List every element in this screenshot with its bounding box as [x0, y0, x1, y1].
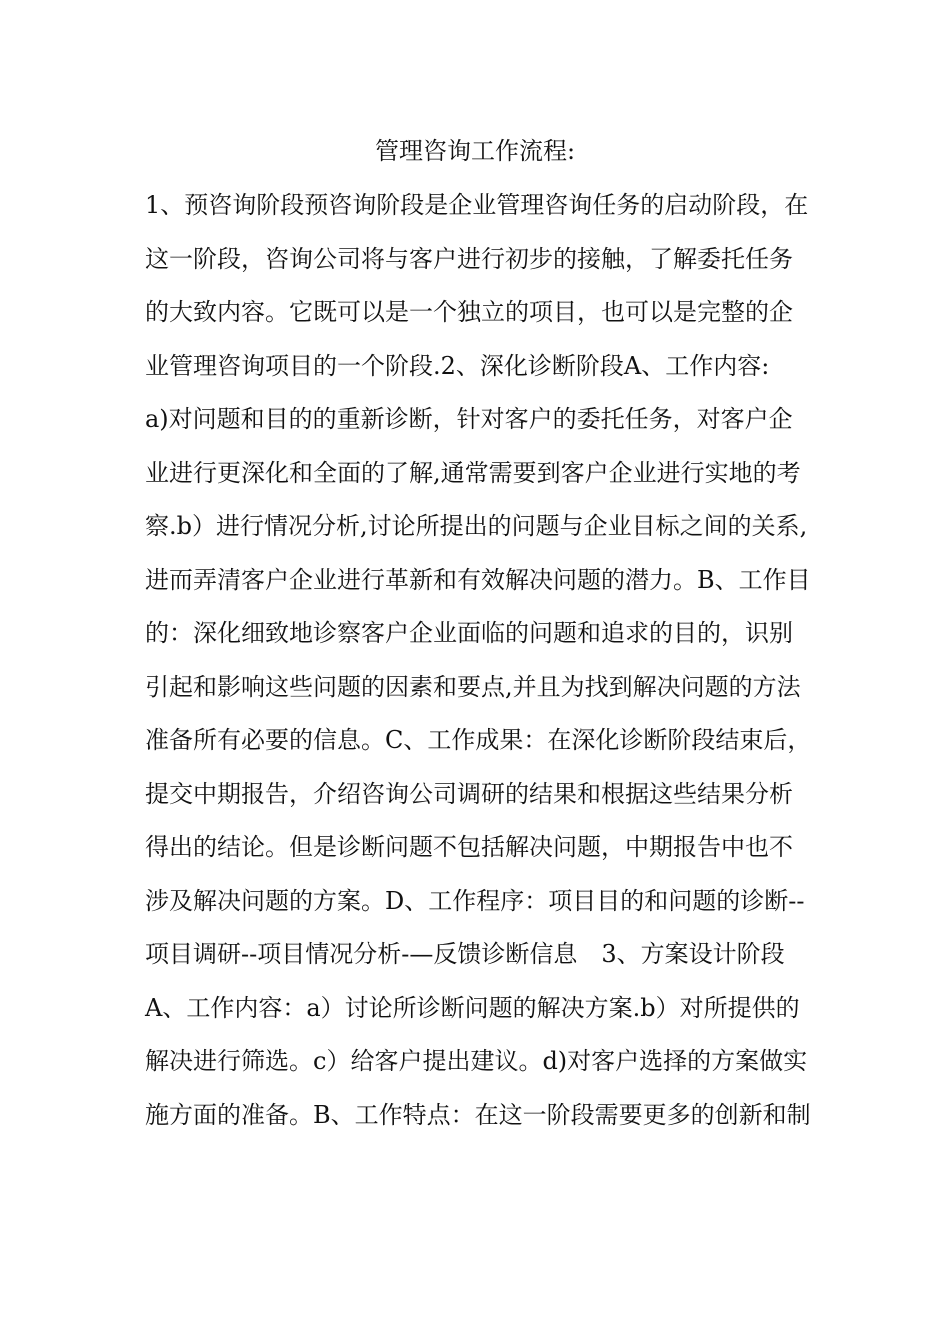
text-line: a)对问题和目的的重新诊断，针对客户的委托任务，对客户企	[145, 405, 793, 433]
text-line: 1、预咨询阶段预咨询阶段是企业管理咨询任务的启动阶段，在	[145, 191, 809, 219]
text-line: 施方面的准备。B、工作特点：在这一阶段需要更多的创新和制	[145, 1100, 811, 1129]
text-line: 业进行更深化和全面的了解,通常需要到客户企业进行实地的考	[145, 458, 801, 487]
text-line: 业管理咨询项目的一个阶段.2、深化诊断阶段A、工作内容:	[145, 351, 770, 380]
text-line: 进而弄清客户企业进行革新和有效解决问题的潜力。B、工作目	[145, 565, 811, 594]
document-body	[145, 185, 825, 1148]
text-line: 的大致内容。它既可以是一个独立的项目，也可以是完整的企	[145, 298, 793, 326]
text-line: 这一阶段，咨询公司将与客户进行初步的接触，了解委托任务	[145, 244, 793, 273]
text-line: 得出的结论。但是诊断问题不包括解决问题，中期报告中也不	[145, 833, 793, 861]
text-line: 的：深化细致地诊察客户企业面临的问题和追求的目的，识别	[145, 619, 793, 647]
text-line: 引起和影响这些问题的因素和要点,并且为找到解决问题的方法	[145, 672, 801, 701]
text-line: 提交中期报告，介绍咨询公司调研的结果和根据这些结果分析	[145, 779, 793, 808]
text-line: 解决进行筛选。c）给客户提出建议。d)对客户选择的方案做实	[145, 1047, 808, 1075]
text-line: 察.b）进行情况分析,讨论所提出的问题与企业目标之间的关系,	[145, 512, 808, 540]
document-title: 管理咨询工作流程:	[374, 137, 576, 165]
text-line: A、工作内容：a）讨论所诊断问题的解决方案.b）对所提供的	[145, 993, 800, 1022]
text-line: 项目调研--项目情况分析-—反馈诊断信息 3、方案设计阶段	[145, 940, 785, 968]
text-line: 涉及解决问题的方案。D、工作程序：项目目的和问题的诊断--	[145, 886, 805, 915]
text-line: 准备所有必要的信息。C、工作成果：在深化诊断阶段结束后，	[145, 726, 812, 754]
